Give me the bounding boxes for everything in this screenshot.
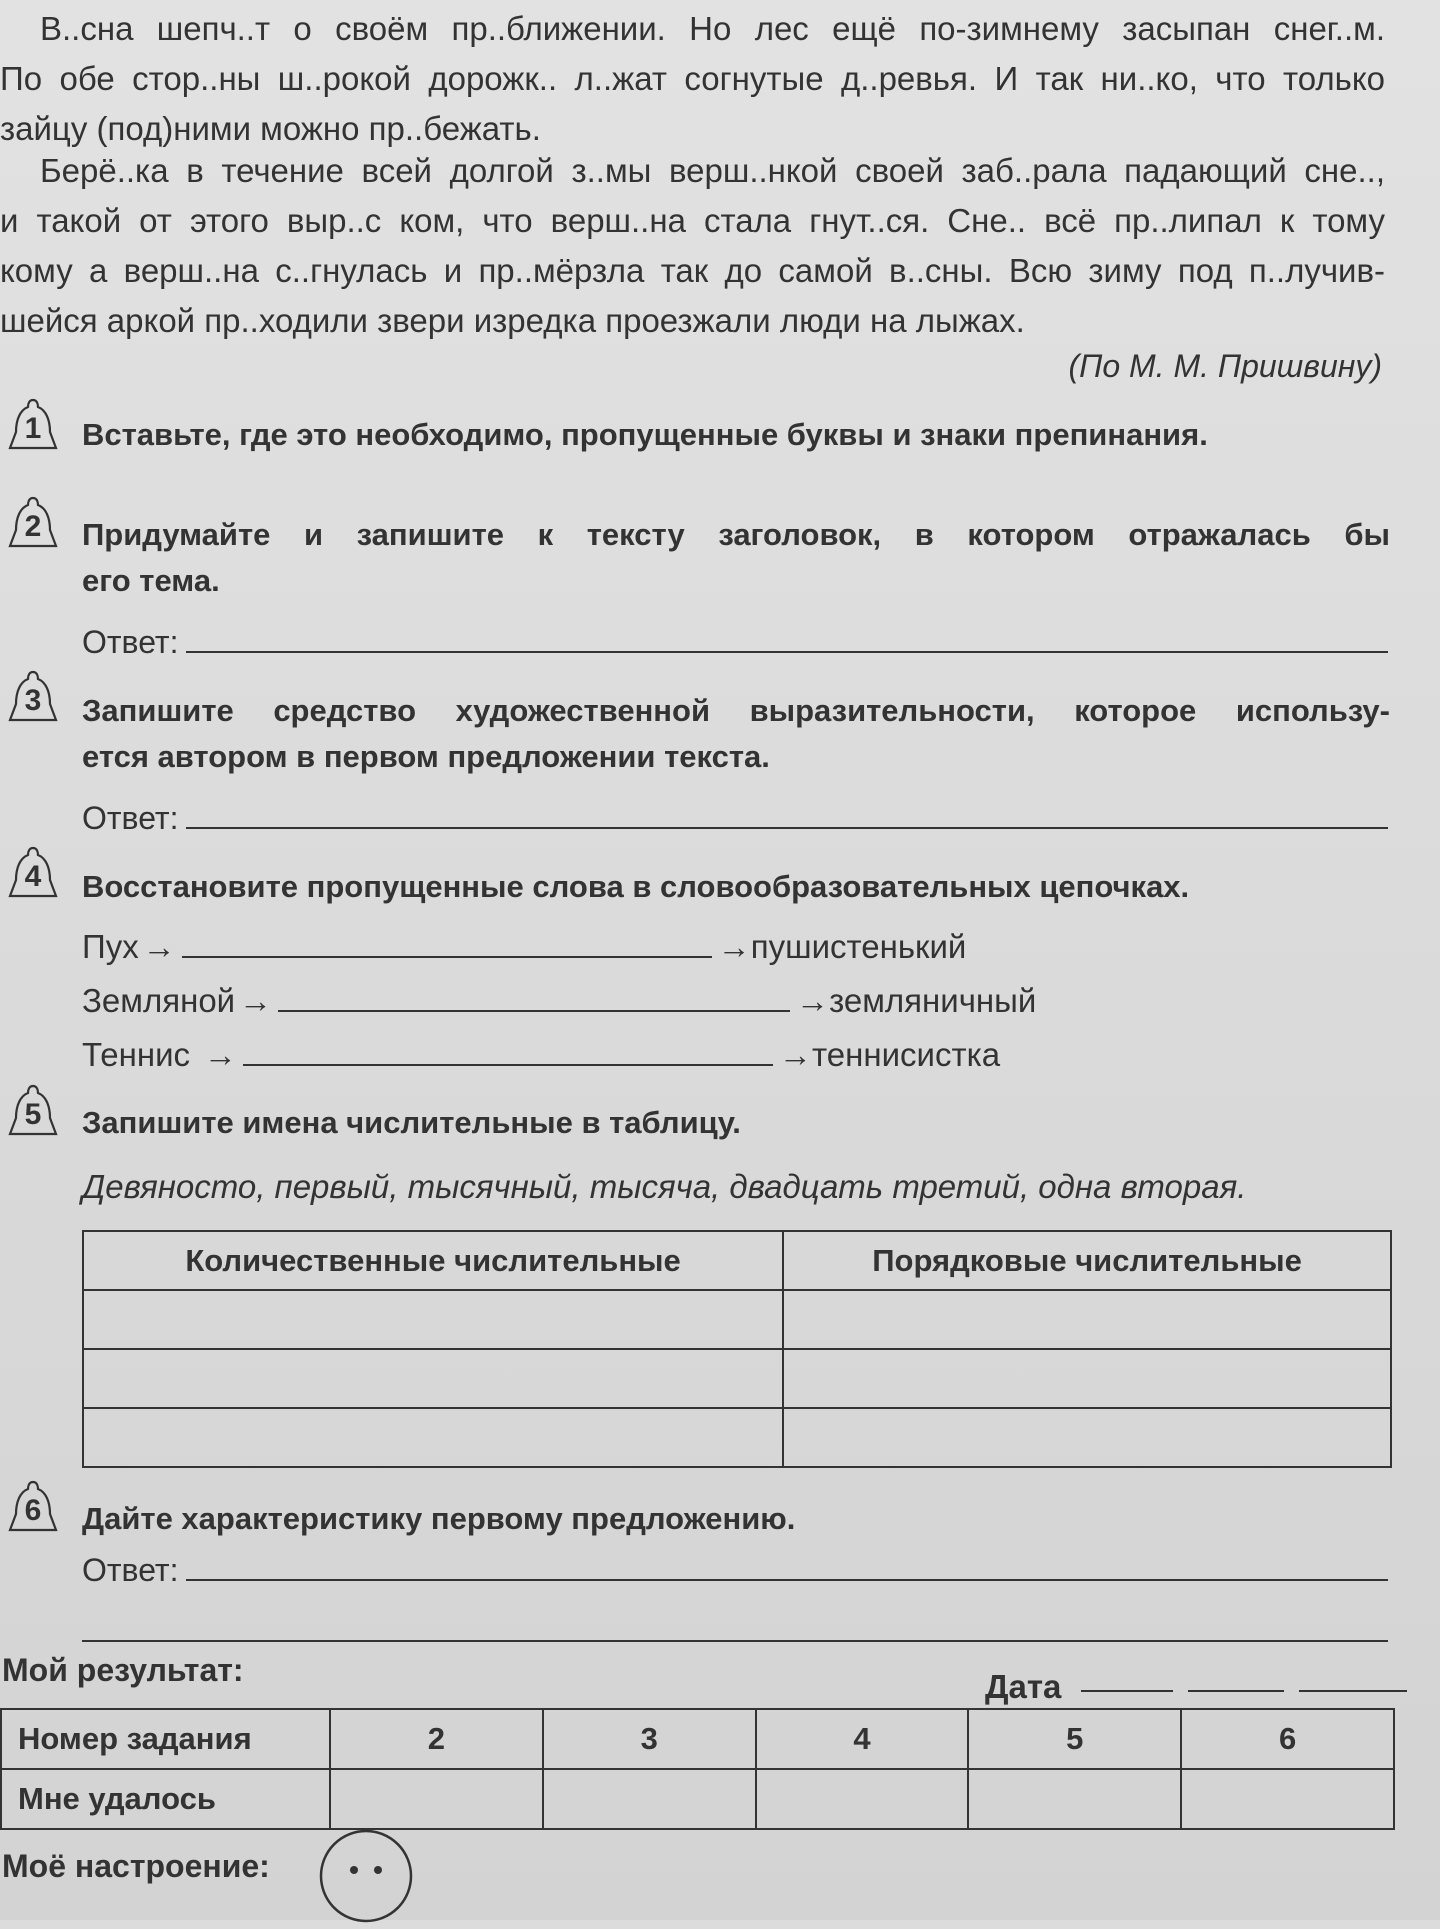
answer-blank[interactable] [186, 651, 1388, 653]
answer-line-6[interactable] [82, 1552, 1388, 1589]
bell-icon [2, 398, 64, 460]
answer-line-2[interactable] [82, 624, 1388, 661]
table-cell[interactable] [783, 1349, 1391, 1408]
table-header-row [83, 1231, 1391, 1290]
table-cell[interactable] [83, 1349, 783, 1408]
task-number: 1 [24, 412, 42, 445]
arrow-icon: → [239, 982, 273, 1019]
task-number-cell: 5 [968, 1709, 1181, 1769]
date-label: Дата [985, 1668, 1062, 1705]
task-number: 3 [24, 684, 42, 717]
chain-start: Пух [82, 928, 139, 965]
text-line: кому а верш..на с..гнулась и пр..мёрзла так до самой в..сны. Всю зиму под п..лучив- [0, 252, 1385, 289]
arrow-icon: → [142, 928, 176, 965]
task-number: 6 [24, 1494, 42, 1527]
word-chain-2 [82, 982, 1036, 1020]
chain-start: Земляной [82, 982, 236, 1019]
task-number-cell: 6 [1181, 1709, 1394, 1769]
result-cell[interactable] [1181, 1769, 1394, 1829]
answer-line-3[interactable] [82, 800, 1388, 837]
chain-blank[interactable] [243, 1063, 773, 1066]
row-label: Номер задания [1, 1709, 330, 1769]
task-number: 5 [24, 1098, 42, 1131]
table-cell[interactable] [83, 1408, 783, 1467]
task-number: 2 [24, 510, 42, 543]
text-line: По обе стор..ны ш..рокой дорожк.. л..жат согнутые д..ревья. И так ни..ко, что только [0, 60, 1385, 97]
numerals-example: Девяносто, первый, тысячный, тысяча, двадцать третий, одна вторая. [82, 1168, 1247, 1205]
answer-extra-line[interactable] [82, 1640, 1388, 1642]
text-line: и такой от этого выр..с ком, что верш..на стала гнут..ся. Сне.. всё пр..липал к тому [0, 202, 1385, 239]
arrow-icon: → [779, 1036, 813, 1073]
answer-label: Ответ: [82, 800, 179, 836]
mood-label: Моё настроение: [2, 1848, 270, 1884]
answer-blank[interactable] [186, 1579, 1388, 1581]
bell-icon [2, 670, 64, 732]
result-cell[interactable] [968, 1769, 1181, 1829]
task-number-cell: 2 [330, 1709, 543, 1769]
arrow-icon: → [796, 982, 830, 1019]
word-chain-3 [82, 1036, 1000, 1074]
chain-end: земляничный [829, 982, 1037, 1019]
task-question [82, 864, 1390, 910]
arrow-icon: → [717, 928, 751, 965]
question-line: его тема. [82, 563, 220, 598]
table-row [83, 1408, 1391, 1467]
question-line: ется автором в первом предложении текста. [82, 739, 770, 774]
task-number: 4 [24, 860, 42, 893]
text-paragraph-2 [0, 146, 1385, 346]
date-month-blank[interactable] [1188, 1689, 1284, 1692]
table-cell[interactable] [783, 1290, 1391, 1349]
result-label: Мой результат: [2, 1652, 244, 1688]
result-row-success [1, 1769, 1394, 1829]
chain-end: теннисистка [812, 1036, 1001, 1073]
task-number-cell: 3 [543, 1709, 756, 1769]
bell-icon [2, 1084, 64, 1146]
task-question [82, 1100, 1390, 1146]
task-question [82, 1496, 1390, 1542]
task-question [82, 512, 1390, 604]
bell-icon [2, 496, 64, 558]
question-line: Вставьте, где это необходимо, пропущенные буквы и знаки препинания. [82, 417, 1208, 452]
date-day-blank[interactable] [1081, 1689, 1173, 1692]
mood-face-icon[interactable] [318, 1828, 414, 1924]
author-attribution: (По М. М. Пришвину) [1068, 348, 1382, 384]
numerals-table [82, 1230, 1392, 1468]
table-cell[interactable] [783, 1408, 1391, 1467]
task-number-cell: 4 [756, 1709, 969, 1769]
table-row [83, 1349, 1391, 1408]
text-paragraph-1 [0, 4, 1385, 154]
result-cell[interactable] [756, 1769, 969, 1829]
chain-start: Теннис [82, 1036, 191, 1073]
task-question [82, 688, 1390, 780]
answer-blank[interactable] [186, 827, 1388, 829]
text-line: зайцу (под)ними можно пр..бежать. [0, 110, 541, 147]
word-chain-1 [82, 928, 966, 966]
arrow-icon: → [204, 1036, 238, 1073]
chain-blank[interactable] [182, 955, 712, 958]
question-line: Запишите имена числительные в таблицу. [82, 1105, 741, 1140]
result-cell[interactable] [330, 1769, 543, 1829]
answer-label: Ответ: [82, 1552, 179, 1588]
question-line: Дайте характеристику первому предложению. [82, 1501, 796, 1536]
chain-end: пушистенький [750, 928, 967, 965]
bell-icon [2, 1480, 64, 1542]
date-field [985, 1668, 1407, 1706]
text-line: В..сна шепч..т о своём пр..ближении. Но лес ещё по-зимнему засыпан снег..м. [40, 10, 1385, 47]
question-line: Придумайте и запишите к тексту заголовок, в котором отражалась бы [82, 517, 1390, 552]
header-cardinal: Количественные числительные [83, 1231, 783, 1290]
date-year-blank[interactable] [1299, 1689, 1407, 1692]
table-row [83, 1290, 1391, 1349]
text-line: шейся аркой пр..ходили звери изредка проезжали люди на лыжах. [0, 302, 1025, 339]
result-cell[interactable] [543, 1769, 756, 1829]
header-ordinal: Порядковые числительные [783, 1231, 1391, 1290]
question-line: Восстановите пропущенные слова в словообразовательных цепочках. [82, 869, 1190, 904]
table-cell[interactable] [83, 1290, 783, 1349]
result-row-tasks [1, 1709, 1394, 1769]
text-line: Берё..ка в течение всей долгой з..мы верш..нкой своей заб..рала падающий сне.., [40, 152, 1385, 189]
answer-label: Ответ: [82, 624, 179, 660]
bell-icon [2, 846, 64, 908]
task-question [82, 412, 1390, 458]
result-table [0, 1708, 1395, 1830]
chain-blank[interactable] [278, 1009, 790, 1012]
question-line: Запишите средство художественной выразительности, которое использу- [82, 693, 1390, 728]
row-label: Мне удалось [1, 1769, 330, 1829]
